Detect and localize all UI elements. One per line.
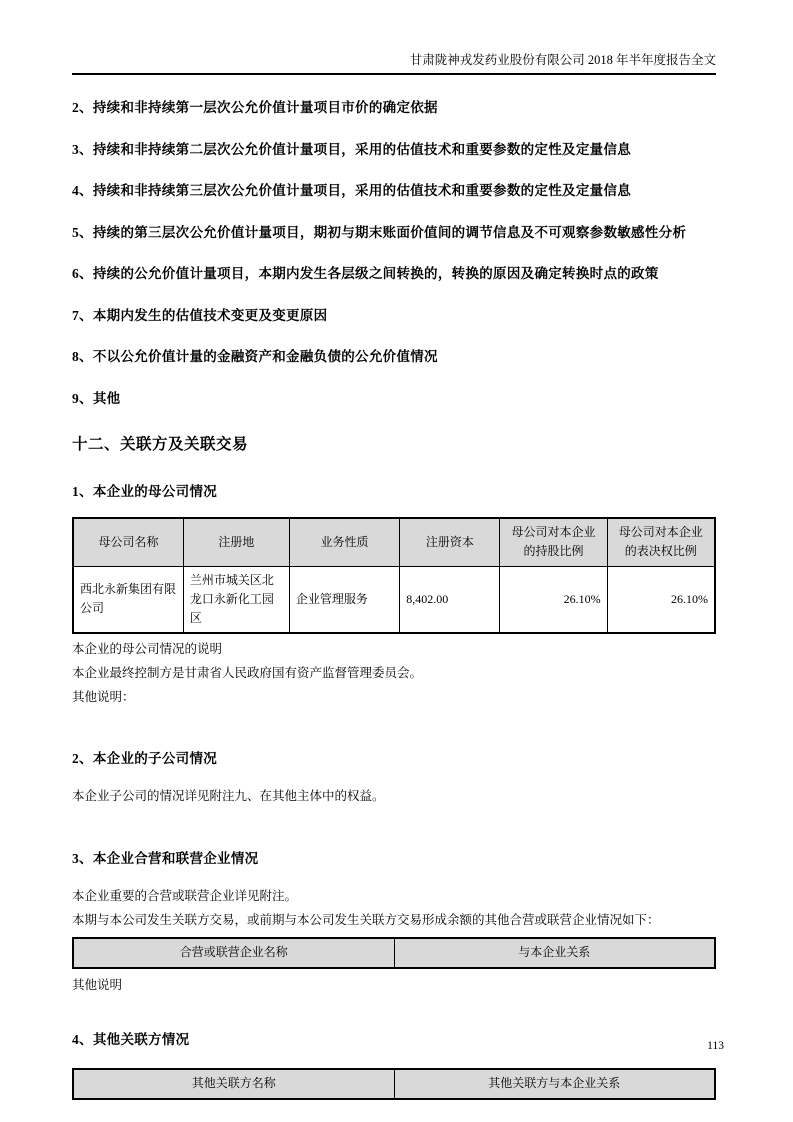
cell-shareholding-ratio: 26.10% — [500, 566, 607, 633]
col-header-other-party-name: 其他关联方名称 — [73, 1069, 394, 1099]
joint-ventures-other-note: 其他说明 — [72, 977, 123, 992]
cell-business-nature: 企业管理服务 — [289, 566, 399, 633]
fair-value-item-3: 3、持续和非持续第二层次公允价值计量项目，采用的估值技术和重要参数的定性及定量信息 — [72, 141, 632, 157]
col-header-shareholding-ratio: 母公司对本企业的持股比例 — [500, 518, 607, 566]
col-header-registered-capital: 注册资本 — [400, 518, 500, 566]
col-header-other-party-relation: 其他关联方与本企业关系 — [394, 1069, 715, 1099]
subsection-2-heading: 2、本企业的子公司情况 — [72, 750, 218, 766]
parent-company-note-text: 本企业最终控制方是甘肃省人民政府国有资产监督管理委员会。 — [72, 665, 423, 680]
document-header-title: 甘肃陇神戎发药业股份有限公司 2018 年半年度报告全文 — [72, 50, 716, 75]
fair-value-item-4: 4、持续和非持续第三层次公允价值计量项目，采用的估值技术和重要参数的定性及定量信息 — [72, 183, 632, 198]
cell-parent-name: 西北永新集团有限公司 — [73, 566, 183, 633]
subsidiaries-text: 本企业子公司的情况详见附注九、在其他主体中的权益。 — [72, 788, 385, 803]
joint-ventures-table — [72, 937, 716, 969]
col-header-registered-place: 注册地 — [183, 518, 289, 566]
subsection-3-heading: 3、本企业合营和联营企业情况 — [72, 850, 259, 866]
col-header-parent-name: 母公司名称 — [73, 518, 183, 566]
table-header-row — [73, 1069, 715, 1099]
fair-value-item-2: 2、持续和非持续第一层次公允价值计量项目市价的确定依据 — [72, 100, 438, 115]
section-12-title: 十二、关联方及关联交易 — [72, 436, 249, 453]
cell-registered-capital: 8,402.00 — [400, 566, 500, 633]
parent-company-table — [72, 517, 716, 634]
table-header-row — [73, 938, 715, 968]
col-header-jv-relation: 与本企业关系 — [394, 938, 715, 968]
col-header-jv-name: 合营或联营企业名称 — [73, 938, 394, 968]
col-header-business-nature: 业务性质 — [289, 518, 399, 566]
page-number: 113 — [707, 1040, 724, 1052]
table-header-row — [73, 518, 715, 566]
fair-value-item-8: 8、不以公允价值计量的金融资产和金融负债的公允价值情况 — [72, 349, 438, 364]
other-related-parties-table — [72, 1068, 716, 1100]
fair-value-measurement-list — [72, 100, 716, 406]
cell-voting-ratio: 26.10% — [607, 566, 715, 633]
fair-value-item-9: 9、其他 — [72, 390, 121, 406]
fair-value-item-7: 7、本期内发生的估值技术变更及变更原因 — [72, 307, 328, 323]
table-row — [73, 566, 715, 633]
parent-company-note-label: 本企业的母公司情况的说明 — [72, 641, 223, 656]
subsection-1-heading: 1、本企业的母公司情况 — [72, 484, 218, 499]
cell-registered-place: 兰州市城关区北龙口永新化工园区 — [183, 566, 289, 633]
parent-company-other-note-label: 其他说明： — [72, 689, 135, 704]
joint-ventures-text1: 本企业重要的合营或联营企业详见附注。 — [72, 888, 298, 903]
joint-ventures-text2: 本期与本公司发生关联方交易，或前期与本公司发生关联方交易形成余额的其他合营或联营企业情况如下： — [72, 912, 660, 927]
fair-value-item-5: 5、持续的第三层次公允价值计量项目，期初与期末账面价值间的调节信息及不可观察参数敏感性分析 — [72, 224, 687, 240]
fair-value-item-6: 6、持续的公允价值计量项目，本期内发生各层级之间转换的，转换的原因及确定转换时点的政策 — [72, 266, 659, 281]
col-header-voting-ratio: 母公司对本企业的表决权比例 — [607, 518, 715, 566]
subsection-4-heading: 4、其他关联方情况 — [72, 1031, 190, 1047]
